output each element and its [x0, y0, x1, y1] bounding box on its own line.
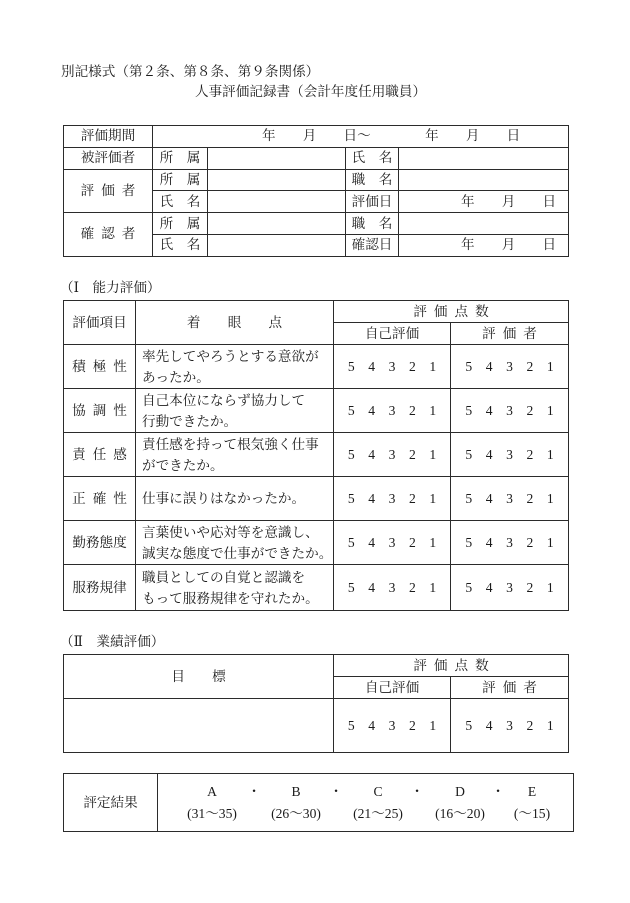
- evaluator-position-label: 職 名: [346, 169, 399, 191]
- ability-item-label: 正 確 性: [64, 477, 136, 521]
- result-table: [63, 773, 574, 832]
- confirmer-dept-field: [208, 213, 346, 235]
- evaluator-dept-label: 所 属: [153, 169, 208, 191]
- focus-line: 自己本位にならず協力して: [142, 392, 306, 408]
- ability-evaluator-score: 5 4 3 2 1: [451, 565, 569, 611]
- performance-row: [64, 699, 569, 753]
- ability-header-row: [64, 301, 569, 323]
- ability-header-self: 自己評価: [334, 323, 451, 345]
- performance-table: [63, 654, 569, 753]
- evaluatee-dept-label: 所 属: [153, 147, 208, 169]
- focus-line: ができたか。: [142, 457, 224, 473]
- evaluatee-row: [64, 147, 569, 169]
- performance-goal-field: [64, 699, 334, 753]
- performance-header-evaluator: 評 価 者: [451, 677, 569, 699]
- result-grades: [158, 774, 574, 832]
- ability-focus-text: [136, 389, 334, 433]
- focus-line: 言葉使いや応対等を意識し、: [142, 524, 319, 540]
- grade-range-a: (31～35): [187, 806, 237, 821]
- ability-header-evaluator: 評 価 者: [451, 323, 569, 345]
- ability-self-score: 5 4 3 2 1: [334, 345, 451, 389]
- performance-section-title: （Ⅱ 業績評価）: [60, 634, 165, 649]
- evaluator-name-field: [208, 191, 346, 213]
- ability-focus-text: [136, 521, 334, 565]
- focus-line: もって服務規律を守れたか。: [142, 590, 319, 606]
- performance-self-score: 5 4 3 2 1: [334, 699, 451, 753]
- ability-focus-text: [136, 345, 334, 389]
- evaluation-date-field: 年 月 日: [399, 191, 569, 213]
- confirmer-position-field: [399, 213, 569, 235]
- ability-item-label: 責 任 感: [64, 433, 136, 477]
- evaluator-name-label: 氏 名: [153, 191, 208, 213]
- confirmer-label: 確 認 者: [64, 213, 153, 257]
- confirmer-name-label: 氏 名: [153, 234, 208, 256]
- ability-section-title: （Ⅰ 能力評価）: [60, 280, 161, 295]
- confirmation-date-label: 確認日: [346, 234, 399, 256]
- confirmer-dept-label: 所 属: [153, 213, 208, 235]
- focus-line: 率先してやろうとする意欲が: [142, 348, 319, 364]
- period-value: 年 月 日～ 年 月 日: [153, 126, 569, 148]
- grade-b: B: [291, 784, 301, 799]
- ability-evaluator-score: 5 4 3 2 1: [451, 433, 569, 477]
- ability-self-score: 5 4 3 2 1: [334, 389, 451, 433]
- performance-header-row: [64, 655, 569, 677]
- focus-line: あったか。: [142, 369, 210, 385]
- confirmation-date-field: 年 月 日: [399, 234, 569, 256]
- form-reference: 別記様式（第２条、第８条、第９条関係）: [61, 64, 320, 79]
- evaluatee-label: 被評価者: [64, 147, 153, 169]
- evaluator-position-field: [399, 169, 569, 191]
- evaluator-row: [64, 169, 569, 191]
- focus-line: 仕事に誤りはなかったか。: [142, 491, 306, 506]
- ability-evaluator-score: 5 4 3 2 1: [451, 477, 569, 521]
- ability-item-label: 積 極 性: [64, 345, 136, 389]
- grade-separator: ・: [329, 784, 343, 799]
- ability-focus-text: [136, 477, 334, 521]
- ability-header-item: 評価項目: [64, 301, 136, 345]
- ability-row: [64, 345, 569, 389]
- ability-row: [64, 565, 569, 611]
- grade-separator: ・: [247, 784, 261, 799]
- confirmer-name-field: [208, 234, 346, 256]
- grade-separator: ・: [491, 784, 505, 799]
- focus-line: 誠実な態度で仕事ができたか。: [142, 545, 333, 561]
- ability-row: [64, 477, 569, 521]
- focus-line: 職員としての自覚と認識を: [142, 569, 306, 585]
- grade-a: A: [207, 784, 217, 799]
- ability-item-label: 服務規律: [64, 565, 136, 611]
- ability-header-score: 評 価 点 数: [334, 301, 569, 323]
- ability-row: [64, 389, 569, 433]
- evaluator-label: 評 価 者: [64, 169, 153, 213]
- performance-header-score: 評 価 点 数: [334, 655, 569, 677]
- document-title: 人事評価記録書（会計年度任用職員）: [195, 84, 427, 99]
- grade-range-c: (21～25): [353, 806, 403, 821]
- ability-self-score: 5 4 3 2 1: [334, 477, 451, 521]
- ability-evaluator-score: 5 4 3 2 1: [451, 389, 569, 433]
- evaluatee-name-label: 氏 名: [346, 147, 399, 169]
- grade-range-e: (～15): [513, 806, 551, 821]
- ability-row: [64, 521, 569, 565]
- evaluator-dept-field: [208, 169, 346, 191]
- performance-header-self: 自己評価: [334, 677, 451, 699]
- grade-e: E: [527, 784, 537, 799]
- grade-d: D: [455, 784, 465, 799]
- result-label: 評定結果: [64, 774, 158, 832]
- grade-range-b: (26～30): [271, 806, 321, 821]
- ability-header-focus: 着 眼 点: [136, 301, 334, 345]
- ability-self-score: 5 4 3 2 1: [334, 565, 451, 611]
- ability-row: [64, 433, 569, 477]
- ability-self-score: 5 4 3 2 1: [334, 521, 451, 565]
- grade-c: C: [373, 784, 383, 799]
- ability-table: [63, 300, 569, 611]
- confirmer-position-label: 職 名: [346, 213, 399, 235]
- grade-range-d: (16～20): [435, 806, 485, 821]
- result-row: [64, 774, 574, 832]
- evaluatee-name-field: [399, 147, 569, 169]
- ability-focus-text: [136, 433, 334, 477]
- confirmer-row: [64, 213, 569, 235]
- ability-item-label: 勤務態度: [64, 521, 136, 565]
- grade-separator: ・: [410, 784, 424, 799]
- evaluation-date-label: 評価日: [346, 191, 399, 213]
- ability-focus-text: [136, 565, 334, 611]
- focus-line: 行動できたか。: [142, 413, 238, 429]
- period-row: [64, 126, 569, 148]
- ability-item-label: 協 調 性: [64, 389, 136, 433]
- focus-line: 責任感を持って根気強く仕事: [142, 436, 319, 452]
- grade-scale: [158, 774, 574, 831]
- info-table: [63, 125, 569, 257]
- ability-evaluator-score: 5 4 3 2 1: [451, 521, 569, 565]
- performance-evaluator-score: 5 4 3 2 1: [451, 699, 569, 753]
- evaluatee-dept-field: [208, 147, 346, 169]
- performance-header-goal: 目 標: [64, 655, 334, 699]
- ability-self-score: 5 4 3 2 1: [334, 433, 451, 477]
- period-label: 評価期間: [64, 126, 153, 148]
- ability-evaluator-score: 5 4 3 2 1: [451, 345, 569, 389]
